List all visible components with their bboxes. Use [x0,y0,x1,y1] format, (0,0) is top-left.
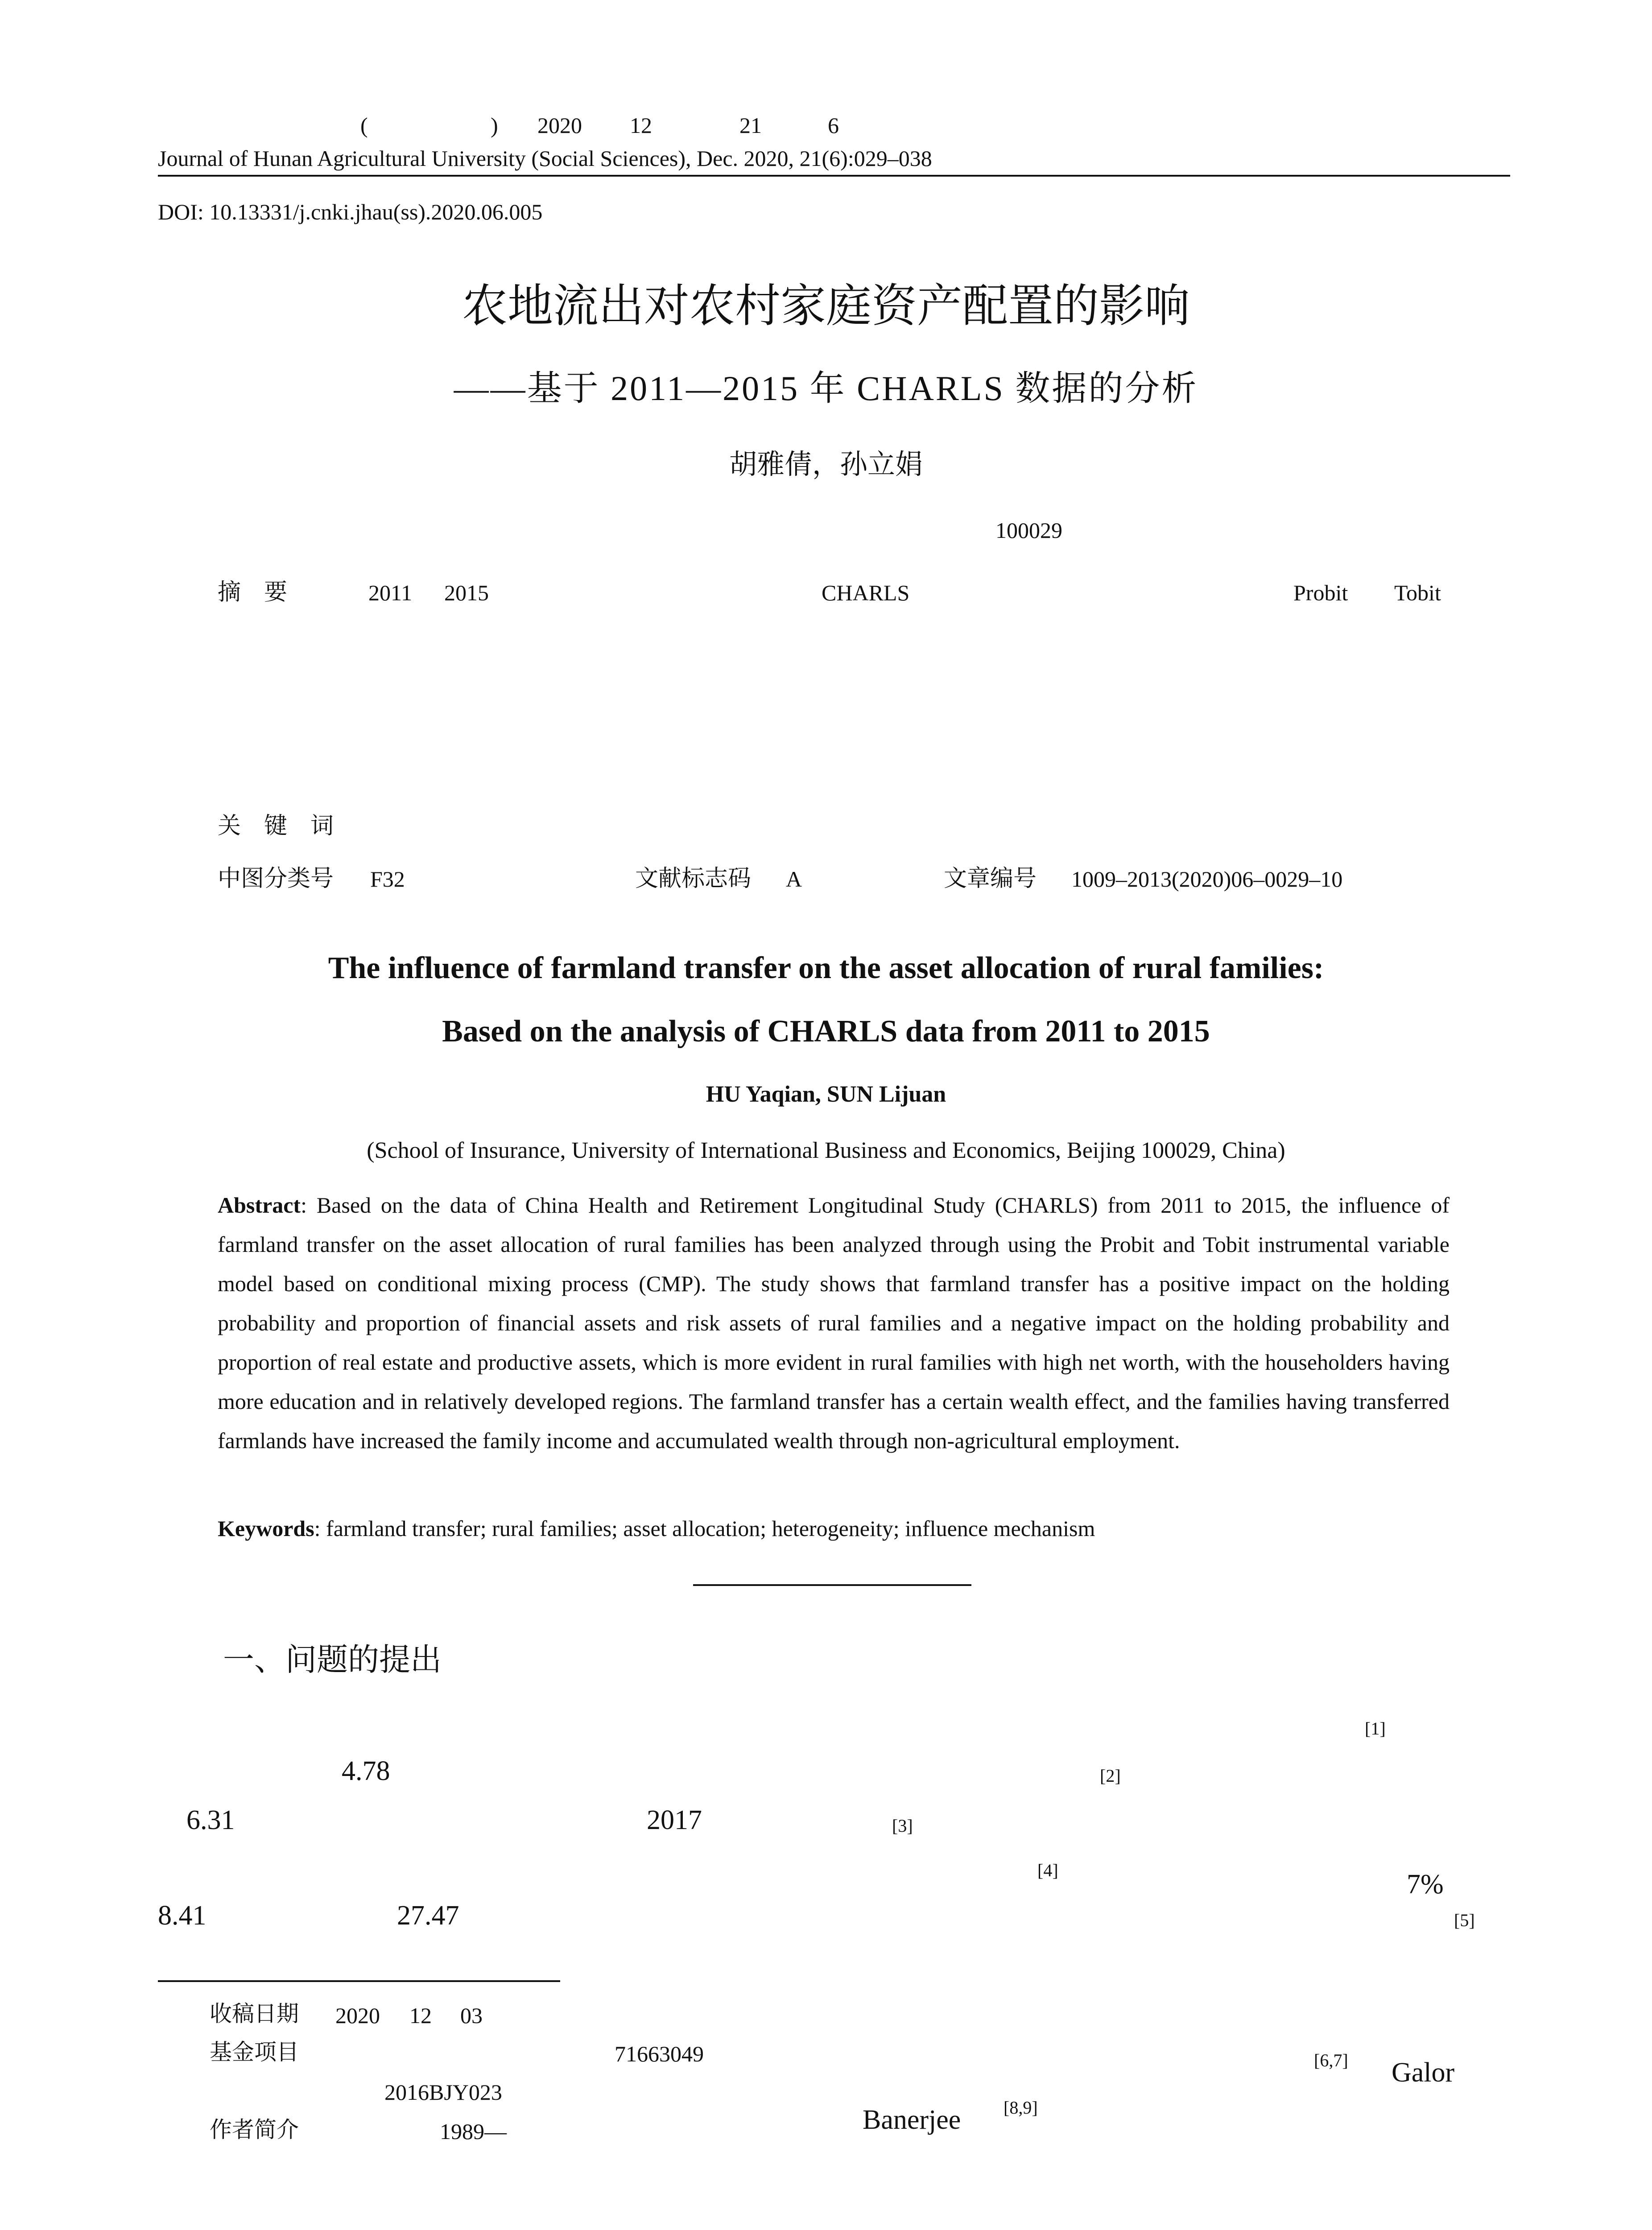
citation-6-7: [6,7] [1314,2050,1348,2070]
subtitle-cn: ——基于 2011—2015 年 CHARLS 数据的分析 [454,369,1198,408]
keywords-en [218,1516,1095,1541]
received-day: 03 [460,2003,483,2028]
clc-value: F32 [370,867,405,892]
keywords-en-label: Keywords [218,1516,314,1541]
keywords-en-text: : farmland transfer; rural families; asset allocation; heterogeneity; influence mechanism [314,1516,1095,1541]
title-en-line-1: The influence of farmland transfer on the asset allocation of rural families: [328,951,1324,985]
author-bio-label: 作者简介 [210,2117,299,2143]
body-number-2747: 27.47 [397,1900,459,1931]
doi: DOI: 10.13331/j.cnki.jhau(ss).2020.06.005 [158,199,543,224]
abstract-cn-label: 摘 要 [218,579,288,606]
received-label: 收稿日期 [210,2001,299,2027]
journal-name-en: Journal of Hunan Agricultural University (Social Sciences), Dec. 2020, 21(6):029–038 [158,146,932,171]
body-number-631: 6.31 [186,1805,235,1835]
abstract-cn-charls: CHARLS [822,580,910,605]
authors-en: HU Yaqian, SUN Lijuan [706,1082,946,1107]
citation-3: [3] [892,1816,913,1836]
fund-label: 基金项目 [210,2039,299,2065]
affiliation-en: (School of Insurance, University of International Business and Economics, Beijing 100029, China) [367,1138,1285,1163]
citation-1: [1] [1365,1718,1386,1739]
section-1-heading: 一、问题的提出 [223,1641,442,1678]
header-month: 12 [630,113,652,138]
citation-5: [5] [1454,1910,1475,1930]
body-percent-7: 7% [1407,1869,1444,1900]
clc-label: 中图分类号 [218,865,334,892]
header-paren-close: ) [491,113,498,138]
abstract-divider [693,1584,971,1586]
abstract-cn-probit: Probit [1293,580,1348,605]
authors-cn: 胡雅倩，孙立娟 [729,448,923,480]
abstract-cn-year-start: 2011 [368,580,413,605]
header-year: 2020 [537,113,582,138]
citation-4: [4] [1037,1860,1058,1880]
abstract-en-text: : Based on the data of China Health and Retirement Longitudinal Study (CHARLS) from 2011 to 2015, the influence of farmland transfer on the asset allocation of rural families has been analyzed through using the Probit and Tobit instrumental variable model based on conditional mixing process (CMP). The study shows that farmland transfer has a positive impact on the holding probability and proportion of financial assets and risk assets of rural families and a negative impact on the holding probability and proportion of real estate and productive assets, which is more evident in rural families with high net worth, with the householders having more education and in relatively developed regions. The farmland transfer has a certain wealth effect, and the families having transferred farmlands have increased the family income and accumulated wealth through non-agricultural employment. [218,1193,1450,1453]
header-paren-open: ( [360,113,368,138]
abstract-en-label: Abstract [218,1193,301,1218]
body-name-galor: Galor [1392,2057,1455,2088]
doc-code-label: 文献标志码 [635,865,752,892]
header-volume: 21 [739,113,762,138]
abstract-en [218,1185,1450,1460]
fund-number-1: 71663049 [615,2041,704,2066]
postcode: 100029 [995,518,1062,543]
received-year: 2020 [335,2003,380,2028]
received-month: 12 [409,2003,432,2028]
title-en-line-2: Based on the analysis of CHARLS data from 2011 to 2015 [442,1014,1210,1049]
body-number-841: 8.41 [158,1900,206,1931]
abstract-cn-year-end: 2015 [444,580,489,605]
footnote-rule [158,1980,560,1982]
article-no-value: 1009–2013(2020)06–0029–10 [1071,867,1343,892]
header-rule [158,175,1510,177]
citation-2: [2] [1100,1766,1121,1786]
abstract-cn-tobit: Tobit [1394,580,1441,605]
article-no-label: 文章编号 [944,865,1037,892]
keywords-cn-label: 关 键 词 [218,813,334,839]
title-cn: 农地流出对农村家庭资产配置的影响 [462,280,1190,333]
citation-8-9: [8,9] [1004,2098,1038,2118]
author-birth-year: 1989— [440,2119,507,2144]
header-issue: 6 [828,113,839,138]
body-number-478: 4.78 [342,1756,390,1786]
fund-number-2: 2016BJY023 [384,2080,502,2105]
doc-code-value: A [786,867,802,892]
body-name-banerjee: Banerjee [863,2105,961,2135]
body-year-2017: 2017 [647,1805,702,1835]
